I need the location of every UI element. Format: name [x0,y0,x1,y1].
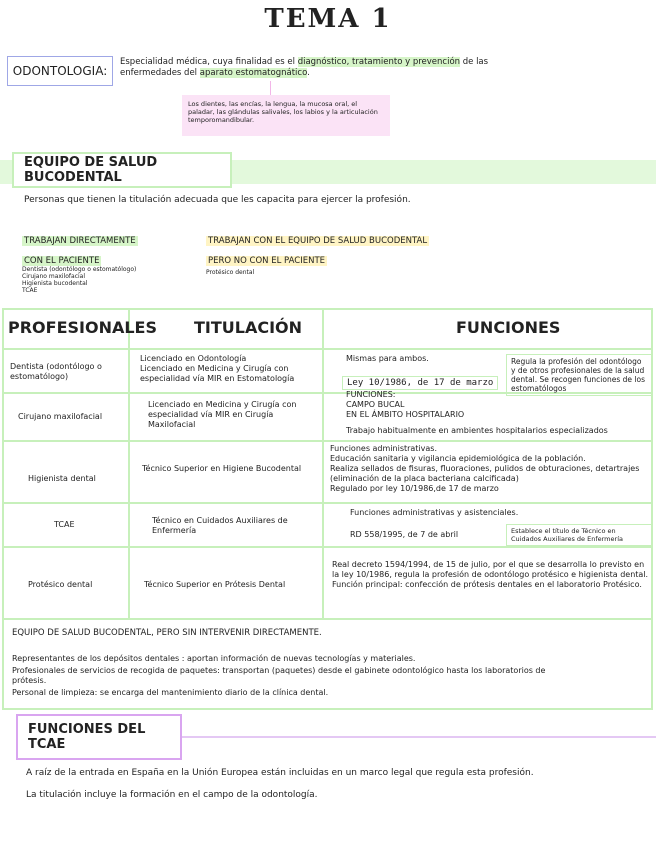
stomatognathic-note: Los dientes, las encías, la lengua, la mucosa oral, el paladar, las glándulas salivales, los labios y la articulación temporomandibular. [182,95,390,136]
odontologia-label: ODONTOLOGIA: [12,64,108,78]
list-item: Protésico dental [206,269,255,276]
row-dentista-func-a: Mismas para ambos. [346,354,429,363]
table-divider [128,310,130,618]
table-footer-line: Profesionales de servicios de recogida de paquetes: transportan (paquetes) desde el gabinete odontológico hasta los laboratorios de prótesis. [12,666,546,685]
page-title: TEMA 1 [264,4,392,34]
header-profesionales: PROFESIONALES [8,318,158,337]
section-intro: Personas que tienen la titulación adecuada que les capacita para ejercer la profesión. [24,195,411,205]
law-box [342,370,498,389]
row-protesico-func: Real decreto 1594/1994, de 15 de julio, por el que se desarrolla lo previsto en la ley 10/1986, regula la profesión de odontólogo protésico e higienista dental. Función principal: confección de prótesis dentales en el laboratorio Protésico. [332,560,649,589]
direct-label-2: CON EL PACIENTE [24,256,100,266]
direct-label-1: TRABAJAN DIRECTAMENTE [24,236,136,246]
list-item: Cirujano maxilofacial [22,273,86,280]
row-higienista-func: Funciones administrativas. Educación sanitaria y vigilancia epidemiológica de la población. Realiza sellados de fisuras, fluoraciones, pulidos de obturaciones, detartrajes (eliminación de la placa bacteriana calcificada) Regulado por ley 10/1986,de 17 de marzo [330,444,640,493]
section-heading: EQUIPO DE SALUD BUCODENTAL [24,155,158,185]
row-protesico-prof: Protésico dental [28,580,93,589]
law-text: Ley 10/1986, de 17 de marzo [342,376,498,390]
row-higienista-tit: Técnico Superior en Higiene Bucodental [142,464,302,473]
row-cirujano-tit: Licenciado en Medicina y Cirugía con especialidad vía MIR en Cirugía Maxilofacial [148,400,297,429]
connector-line [270,81,271,95]
table-divider [4,502,651,504]
section-heading-box [12,152,232,188]
odontologia-definition [120,57,540,79]
definition-end: . [307,68,310,78]
list-item: Higienista bucodental [22,280,88,287]
definition-text: Especialidad médica, cuya finalidad es el [120,57,298,67]
indirect-label-2: PERO NO CON EL PACIENTE [208,256,326,266]
row-higienista-prof: Higienista dental [28,474,96,483]
row-tcae-func-note: Establece el título de Técnico en Cuidados Auxiliares de Enfermería [506,524,652,546]
header-titulacion: TITULACIÓN [194,318,303,337]
table-divider [4,546,651,548]
table-footer-heading: EQUIPO DE SALUD BUCODENTAL, PERO SIN INTERVENIR DIRECTAMENTE. [12,628,322,638]
odontologia-label-box [7,56,113,86]
indirect-group [206,228,429,267]
definition-text-2: de las enfermedades del [120,57,489,78]
table-divider [322,310,324,618]
professions-table [2,308,653,710]
row-dentista-prof: Dentista (odontólogo o estomatólogo) [10,362,102,381]
definition-highlight-2: aparato estomatognático [199,68,308,78]
table-divider [4,440,651,442]
tcae-line-1: A raíz de la entrada en España en la Unión Europea están incluidas en un marco legal que regula esta profesión. [26,768,534,778]
tcae-line-2: La titulación incluye la formación en el campo de la odontología. [26,790,318,800]
list-item: TCAE [22,287,38,294]
row-dentista-tit: Licenciado en Odontología Licenciado en Medicina y Cirugía con especialidad vía MIR en Estomatología [140,354,295,383]
row-tcae-func-b: RD 558/1995, de 7 de abril [350,530,459,539]
header-funciones: FUNCIONES [456,318,561,337]
row-dentista-func-note: Regula la profesión del odontólogo y de otros profesionales de la salud dental. Se recogen funciones de los estomatólogos [506,354,652,396]
table-divider [4,618,651,620]
row-protesico-tit: Técnico Superior en Prótesis Dental [144,580,286,589]
indirect-list [206,269,254,276]
section-heading-box [16,714,182,760]
list-item: Dentista (odontólogo o estomatólogo) [22,266,137,273]
table-footer-line: Personal de limpieza: se encarga del mantenimiento diario de la clínica dental. [12,688,329,697]
table-divider [4,348,651,350]
row-dentista-func-c: Trabajo habitualmente en ambientes hospitalarios especializados [346,426,608,435]
table-footer-line: Representantes de los depósitos dentales : aportan información de nuevas tecnologías y materiales. [12,654,416,663]
row-tcae-tit: Técnico en Cuidados Auxiliares de Enfermería [152,516,288,535]
section-line [160,736,656,738]
row-tcae-prof: TCAE [54,520,75,529]
direct-list [22,266,136,294]
indirect-label-1: TRABAJAN CON EL EQUIPO DE SALUD BUCODENTAL [208,236,428,246]
definition-highlight: diagnóstico, tratamiento y prevención [297,57,461,67]
row-cirujano-prof: Cirujano maxilofacial [18,412,103,421]
section-heading: FUNCIONES DEL TCAE [28,722,146,752]
row-dentista-func-b: FUNCIONES: CAMPO BUCAL EN EL ÁMBITO HOSPITALARIO [346,390,465,419]
row-tcae-func-a: Funciones administrativas y asistenciales. [350,508,519,517]
direct-group [22,228,138,267]
